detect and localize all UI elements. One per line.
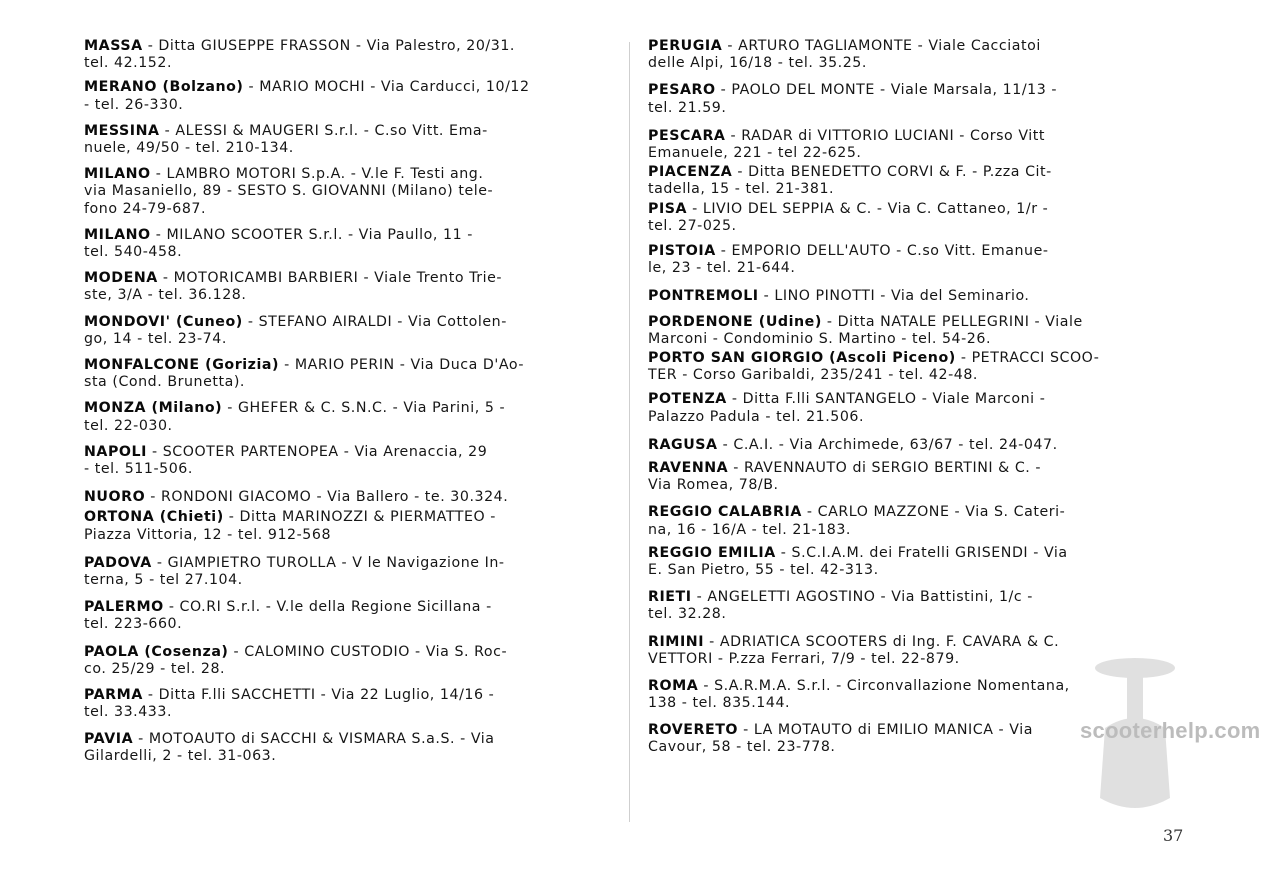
entry-text: - MARIO MOCHI - Via Carducci, 10/12 bbox=[243, 79, 530, 96]
dealer-entry bbox=[648, 504, 1180, 538]
entry-line: terna, 5 - tel 27.104. bbox=[84, 572, 243, 589]
entry-line bbox=[648, 545, 1180, 562]
city-name: RIETI bbox=[648, 589, 692, 606]
entry-line: tel. 223-660. bbox=[84, 616, 183, 633]
entry-text: - LA MOTAUTO di EMILIO MANICA - Via bbox=[738, 721, 1033, 738]
entry-line: 138 - tel. 835.144. bbox=[648, 695, 791, 712]
dealer-entry bbox=[84, 489, 616, 506]
entry-text: - STEFANO AIRALDI - Via Cottolen- bbox=[242, 313, 507, 330]
entry-text: - Ditta GIUSEPPE FRASSON - Via Palestro, 20/31. bbox=[142, 38, 515, 54]
entry-line: tel. 42.152. bbox=[84, 55, 173, 72]
dealer-entry bbox=[84, 79, 616, 113]
entry-line: Cavour, 58 - tel. 23-778. bbox=[648, 738, 836, 755]
city-name: PIACENZA bbox=[648, 164, 733, 181]
entry-line: tel. 32.28. bbox=[648, 606, 727, 623]
entry-line bbox=[648, 38, 1180, 55]
entry-text: - CO.RI S.r.l. - V.le della Regione Sicillana - bbox=[163, 599, 492, 616]
entry-text: - EMPORIO DELL'AUTO - C.so Vitt. Emanue- bbox=[715, 243, 1049, 260]
city-name: PONTREMOLI bbox=[648, 288, 759, 305]
entry-text: - LIVIO DEL SEPPIA & C. - Via C. Cattaneo, 1/r - bbox=[687, 200, 1049, 217]
entry-line: Gilardelli, 2 - tel. 31-063. bbox=[84, 747, 277, 764]
entry-text: - Ditta F.lli SANTANGELO - Viale Marconi - bbox=[726, 391, 1046, 408]
entry-line: Emanuele, 221 - tel 22-625. bbox=[648, 145, 862, 162]
entry-line bbox=[648, 350, 1180, 367]
entry-line bbox=[84, 644, 616, 661]
dealer-entry bbox=[648, 288, 1180, 305]
city-name: PESCARA bbox=[648, 127, 726, 144]
entry-line: tel. 27-025. bbox=[648, 217, 737, 234]
dealer-entry bbox=[84, 357, 616, 391]
dealer-entry bbox=[648, 350, 1180, 384]
entry-line bbox=[648, 201, 1180, 218]
city-name: MASSA bbox=[84, 38, 143, 54]
city-name: RAGUSA bbox=[648, 436, 718, 453]
entry-text: - PAOLO DEL MONTE - Viale Marsala, 11/13 - bbox=[715, 82, 1058, 99]
dealer-entry bbox=[648, 437, 1180, 454]
dealer-entry bbox=[648, 128, 1180, 162]
city-name: PESARO bbox=[648, 82, 716, 99]
entry-text: - ANGELETTI AGOSTINO - Via Battistini, 1/c - bbox=[691, 589, 1033, 606]
entry-text: - MOTORICAMBI BARBIERI - Viale Trento Trie- bbox=[157, 270, 503, 287]
dealer-entry bbox=[84, 123, 616, 157]
entry-text: - Ditta NATALE PELLEGRINI - Viale bbox=[821, 313, 1083, 330]
entry-line: TER - Corso Garibaldi, 235/241 - tel. 42-48. bbox=[648, 367, 978, 384]
city-name: MILANO bbox=[84, 226, 151, 243]
dealer-entry bbox=[84, 444, 616, 478]
entry-line: fono 24-79-687. bbox=[84, 200, 207, 217]
entry-text: - ADRIATICA SCOOTERS di Ing. F. CAVARA & C. bbox=[704, 633, 1060, 650]
dealer-entry bbox=[648, 38, 1180, 72]
entry-line bbox=[648, 82, 1180, 99]
city-name: MILANO bbox=[84, 166, 151, 183]
entry-line bbox=[648, 128, 1180, 145]
entry-text: - MILANO SCOOTER S.r.l. - Via Paullo, 11 - bbox=[150, 226, 473, 243]
city-name: ROMA bbox=[648, 678, 699, 695]
entry-text: - GIAMPIETRO TUROLLA - V le Navigazione In- bbox=[151, 554, 505, 571]
city-name: PAVIA bbox=[84, 730, 134, 747]
entry-line: - tel. 26-330. bbox=[84, 96, 184, 113]
dealer-entry bbox=[648, 545, 1180, 579]
entry-line bbox=[648, 391, 1180, 408]
city-name: RAVENNA bbox=[648, 460, 729, 477]
entry-text: - GHEFER & C. S.N.C. - Via Parini, 5 - bbox=[222, 400, 506, 417]
entry-text: - RADAR di VITTORIO LUCIANI - Corso Vitt bbox=[725, 127, 1045, 144]
entry-line bbox=[648, 437, 1180, 454]
entry-text: - ALESSI & MAUGERI S.r.l. - C.so Vitt. Ema- bbox=[159, 122, 488, 139]
entry-line bbox=[84, 599, 616, 616]
dealer-entry bbox=[84, 270, 616, 304]
entry-line: VETTORI - P.zza Ferrari, 7/9 - tel. 22-879. bbox=[648, 650, 960, 667]
entry-line: tel. 33.433. bbox=[84, 704, 173, 721]
entry-text: - LAMBRO MOTORI S.p.A. - V.le F. Testi ang. bbox=[150, 166, 484, 183]
city-name: PARMA bbox=[84, 687, 143, 704]
dealer-entry bbox=[84, 166, 616, 218]
left-column bbox=[84, 38, 616, 765]
city-name: REGGIO CALABRIA bbox=[648, 504, 802, 521]
entry-line: Piazza Vittoria, 12 - tel. 912-568 bbox=[84, 526, 332, 543]
city-name: PALERMO bbox=[84, 599, 164, 616]
city-name: POTENZA bbox=[648, 391, 727, 408]
dealer-entry bbox=[84, 400, 616, 434]
city-name: ORTONA (Chieti) bbox=[84, 509, 224, 526]
city-name: PAOLA (Cosenza) bbox=[84, 643, 229, 660]
city-name: MONFALCONE (Gorizia) bbox=[84, 357, 280, 374]
city-name: MESSINA bbox=[84, 122, 160, 139]
entry-text: - MARIO PERIN - Via Duca D'Ao- bbox=[279, 357, 525, 374]
dealer-entry bbox=[84, 687, 616, 721]
entry-line bbox=[84, 38, 616, 55]
entry-line bbox=[84, 166, 616, 183]
entry-line: tel. 21.59. bbox=[648, 99, 727, 116]
dealer-entry bbox=[84, 555, 616, 589]
dealer-entry bbox=[84, 38, 616, 72]
entry-line: tel. 540-458. bbox=[84, 244, 183, 261]
entry-line: E. San Pietro, 55 - tel. 42-313. bbox=[648, 562, 879, 579]
city-name: PADOVA bbox=[84, 554, 152, 571]
city-name: NUORO bbox=[84, 489, 146, 506]
city-name: MONZA (Milano) bbox=[84, 400, 223, 417]
entry-line bbox=[648, 314, 1180, 331]
entry-text: - CARLO MAZZONE - Via S. Cateri- bbox=[801, 504, 1066, 521]
entry-line bbox=[648, 288, 1180, 305]
dealer-entry bbox=[84, 509, 616, 543]
entry-text: - ARTURO TAGLIAMONTE - Viale Cacciatoi bbox=[722, 38, 1041, 54]
entry-text: - PETRACCI SCOO- bbox=[955, 350, 1100, 367]
city-name: MODENA bbox=[84, 270, 158, 287]
city-name: PERUGIA bbox=[648, 38, 723, 54]
entry-line: via Masaniello, 89 - SESTO S. GIOVANNI (Milano) tele- bbox=[84, 183, 494, 200]
entry-line bbox=[84, 270, 616, 287]
entry-line: tel. 22-030. bbox=[84, 417, 173, 434]
entry-line bbox=[648, 589, 1180, 606]
dealer-entry bbox=[648, 460, 1180, 494]
watermark-text: scooterhelp.com bbox=[1080, 718, 1261, 743]
dealer-entry bbox=[648, 82, 1180, 116]
dealer-entry bbox=[648, 314, 1180, 348]
city-name: ROVERETO bbox=[648, 721, 739, 738]
entry-line: Marconi - Condominio S. Martino - tel. 54-26. bbox=[648, 330, 992, 347]
entry-text: - RAVENNAUTO di SERGIO BERTINI & C. - bbox=[728, 460, 1042, 477]
page-number: 37 bbox=[1163, 826, 1184, 845]
entry-line: co. 25/29 - tel. 28. bbox=[84, 660, 226, 677]
city-name: MONDOVI' (Cuneo) bbox=[84, 313, 243, 330]
entry-text: - S.C.I.A.M. dei Fratelli GRISENDI - Via bbox=[775, 544, 1068, 561]
entry-text: - SCOOTER PARTENOPEA - Via Arenaccia, 29 bbox=[146, 443, 488, 460]
dealer-entry bbox=[648, 391, 1180, 425]
entry-line bbox=[84, 123, 616, 140]
entry-text: - Ditta F.lli SACCHETTI - Via 22 Luglio, 14/16 - bbox=[142, 687, 495, 704]
entry-text: - CALOMINO CUSTODIO - Via S. Roc- bbox=[228, 643, 508, 660]
entry-line bbox=[648, 243, 1180, 260]
city-name: PORTO SAN GIORGIO (Ascoli Piceno) bbox=[648, 350, 956, 367]
entry-line: le, 23 - tel. 21-644. bbox=[648, 260, 796, 277]
entry-line bbox=[648, 504, 1180, 521]
entry-text: - Ditta BENEDETTO CORVI & F. - P.zza Cit- bbox=[732, 164, 1052, 181]
entry-line: tadella, 15 - tel. 21-381. bbox=[648, 181, 835, 198]
dealer-entry bbox=[648, 201, 1180, 235]
entry-line bbox=[648, 164, 1180, 181]
entry-line: - tel. 511-506. bbox=[84, 461, 193, 478]
entry-line bbox=[84, 444, 616, 461]
entry-line: ste, 3/A - tel. 36.128. bbox=[84, 287, 247, 304]
city-name: NAPOLI bbox=[84, 443, 147, 460]
entry-line bbox=[84, 79, 616, 96]
entry-line bbox=[84, 509, 616, 526]
entry-text: - C.A.I. - Via Archimede, 63/67 - tel. 24-047. bbox=[717, 436, 1058, 453]
city-name: PISTOIA bbox=[648, 243, 716, 260]
entry-line: na, 16 - 16/A - tel. 21-183. bbox=[648, 521, 851, 538]
entry-line bbox=[84, 227, 616, 244]
dealer-entry bbox=[648, 164, 1180, 198]
city-name: PORDENONE (Udine) bbox=[648, 313, 822, 330]
entry-line bbox=[84, 489, 616, 506]
dealer-entry bbox=[84, 644, 616, 678]
entry-line bbox=[84, 357, 616, 374]
entry-line: Via Romea, 78/B. bbox=[648, 477, 779, 494]
dealer-entry bbox=[84, 599, 616, 633]
entry-line bbox=[84, 314, 616, 331]
entry-line bbox=[84, 400, 616, 417]
entry-line bbox=[84, 687, 616, 704]
entry-text: - S.A.R.M.A. S.r.l. - Circonvallazione Nomentana, bbox=[698, 678, 1070, 695]
entry-line bbox=[84, 555, 616, 572]
entry-line: go, 14 - tel. 23-74. bbox=[84, 330, 227, 347]
dealer-entry bbox=[84, 314, 616, 348]
dealer-entry bbox=[84, 731, 616, 765]
entry-line: Palazzo Padula - tel. 21.506. bbox=[648, 408, 865, 425]
city-name: REGGIO EMILIA bbox=[648, 544, 776, 561]
city-name: MERANO (Bolzano) bbox=[84, 79, 244, 96]
entry-line bbox=[648, 460, 1180, 477]
entry-text: - MOTOAUTO di SACCHI & VISMARA S.a.S. - Via bbox=[133, 730, 495, 747]
dealer-entry bbox=[648, 243, 1180, 277]
entry-text: - Ditta MARINOZZI & PIERMATTEO - bbox=[223, 509, 496, 526]
entry-line: nuele, 49/50 - tel. 210-134. bbox=[84, 140, 294, 157]
column-divider bbox=[629, 42, 630, 822]
entry-text: - RONDONI GIACOMO - Via Ballero - te. 30.324. bbox=[145, 489, 509, 506]
dealer-entry bbox=[84, 227, 616, 261]
entry-line: sta (Cond. Brunetta). bbox=[84, 374, 245, 391]
dealer-entry bbox=[648, 589, 1180, 623]
entry-line bbox=[84, 731, 616, 748]
city-name: PISA bbox=[648, 200, 688, 217]
city-name: RIMINI bbox=[648, 633, 705, 650]
entry-text: - LINO PINOTTI - Via del Seminario. bbox=[758, 288, 1030, 305]
entry-line: delle Alpi, 16/18 - tel. 35.25. bbox=[648, 55, 867, 72]
